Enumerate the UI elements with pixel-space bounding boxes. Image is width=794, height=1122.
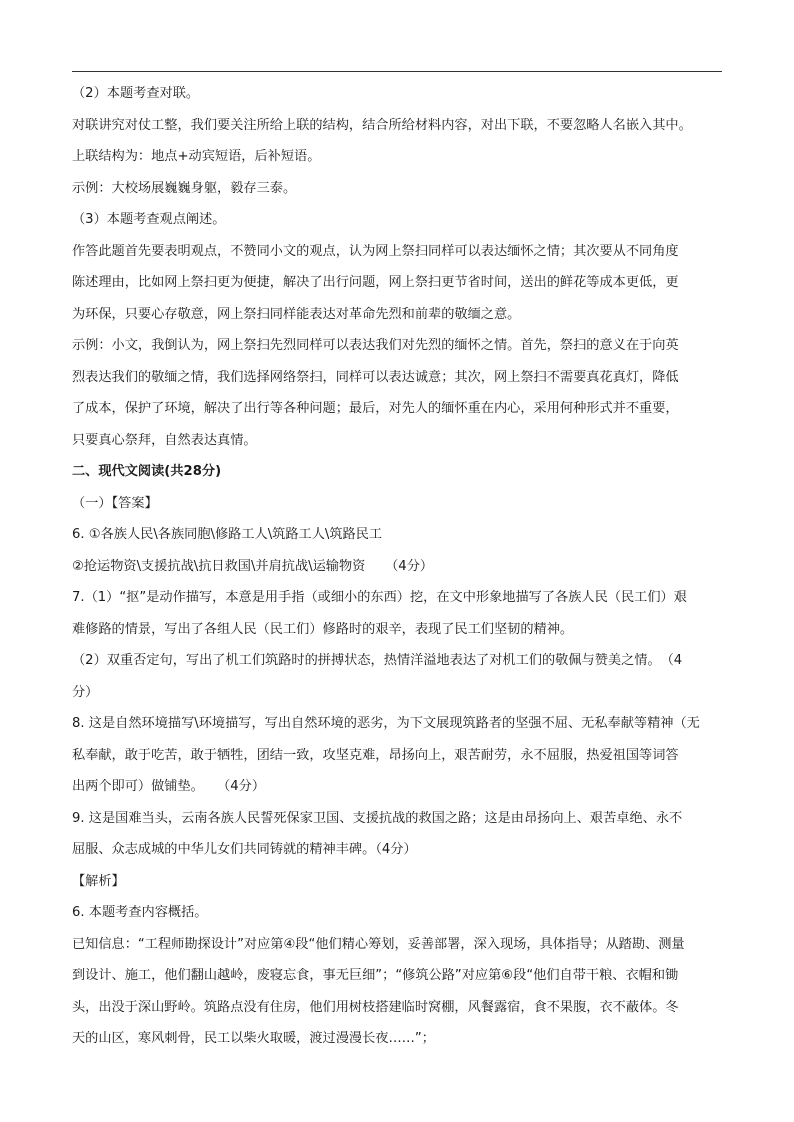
section-heading: 二、现代文阅读(共28分) — [72, 464, 222, 479]
text-line: （3）本题考查观点阐述。 — [72, 212, 226, 227]
text-line: 6. ①各族人民\各族同胞\修路工人\筑路工人\筑路民工 — [72, 527, 383, 542]
answer-document-page — [72, 78, 724, 1055]
text-line: 6. 本题考查内容概括。 — [72, 905, 208, 920]
text-line: 9. 这是国难当头，云南各族人民誓死保家卫国、支援抗战的救国之路；这是由昂扬向上、艰苦卓绝、永不 — [72, 810, 683, 826]
text-line: 分） — [72, 684, 99, 700]
text-line: ②抢运物资\支援抗战\抗日救国\并肩抗战\运输物资 （4分） — [72, 558, 434, 574]
text-line: 【解析】 — [72, 873, 125, 889]
text-line: （2）本题考查对联。 — [72, 86, 200, 101]
text-line: 示例：大校场展巍巍身躯，毅存三泰。 — [72, 180, 297, 196]
text-line: 了成本，保护了环境，解决了出行等各种问题；最后，对先人的缅怀重在内心，采用何种形式并不重要， — [72, 401, 679, 416]
text-line: 示例：小文，我倒认为，网上祭扫先烈同样可以表达我们对先烈的缅怀之情。首先，祭扫的意义在于向英 — [72, 338, 679, 353]
text-line: 头，出没于深山野岭。筑路点没有住房，他们用树枝搭建临时窝棚，风餐露宿，食不果腹，衣不蔽体。冬 — [72, 999, 679, 1015]
text-line: 烈表达我们的敬缅之情，我们选择网络祭扫，同样可以表达诚意；其次，网上祭扫不需要真花真灯，降低 — [72, 369, 679, 385]
text-line: 陈述理由，比如网上祭扫更为便捷，解决了出行问题，网上祭扫更节省时间，送出的鲜花等成本更低，更 — [72, 275, 679, 290]
text-line: 作答此题首先要表明观点，不赞同小文的观点，认为网上祭扫同样可以表达缅怀之情；其次要从不同角度 — [72, 243, 679, 259]
text-line: 到设计、施工，他们翻山越岭，废寝忘食，事无巨细”；“修筑公路”对应第⑥段“他们自带干粮、衣帽和锄 — [72, 968, 679, 983]
header-rule — [72, 71, 722, 72]
text-line: 为环保，只要心存敬意，网上祭扫同样能表达对革命先烈和前辈的敬缅之意。 — [72, 306, 521, 322]
text-line: 上联结构为：地点+动宾短语，后补短语。 — [72, 149, 321, 164]
text-line: 屈服、众志成城的中华儿女们共同铸就的精神丰碑。（4分） — [72, 842, 417, 857]
text-line: 对联讲究对仗工整，我们要关注所给上联的结构，结合所给材料内容，对出下联，不要忽略人名嵌入其中。 — [72, 117, 692, 133]
text-line: 天的山区，寒风刺骨，民工以柴火取暖，渡过漫漫长夜……”； — [72, 1031, 435, 1046]
text-line: 7.（1）“抠”是动作描写，本意是用手指（或细小的东西）挖，在文中形象地描写了各族人民（民工们）艰 — [72, 590, 687, 605]
text-line: 私奉献，敢于吃苦，敢于牺牲，团结一致，攻坚克难，昂扬向上，艰苦耐劳，永不屈服，热爱祖国等词答 — [72, 747, 679, 763]
text-line: （一）【答案】 — [72, 495, 158, 511]
text-line: 8. 这是自然环境描写\环境描写，写出自然环境的恶劣，为下文展现筑路者的坚强不屈、无私奉献等精神（无 — [72, 716, 700, 731]
text-line: （2）双重否定句，写出了机工们筑路时的拼搏状态，热情洋溢地表达了对机工们的敬佩与赞美之情。 （4 — [72, 653, 683, 668]
text-line: 已知信息：“工程师勘探设计”对应第④段“他们精心筹划，妥善部署，深入现场，具体指导；从踏勘、测量 — [72, 936, 685, 952]
text-line: 出两个即可）做铺垫。 （4分） — [72, 779, 266, 794]
text-line: 难修路的情景，写出了各组人民（民工们）修路时的艰辛，表现了民工们坚韧的精神。 — [72, 621, 574, 637]
text-line: 只要真心祭拜，自然表达真情。 — [72, 432, 257, 448]
